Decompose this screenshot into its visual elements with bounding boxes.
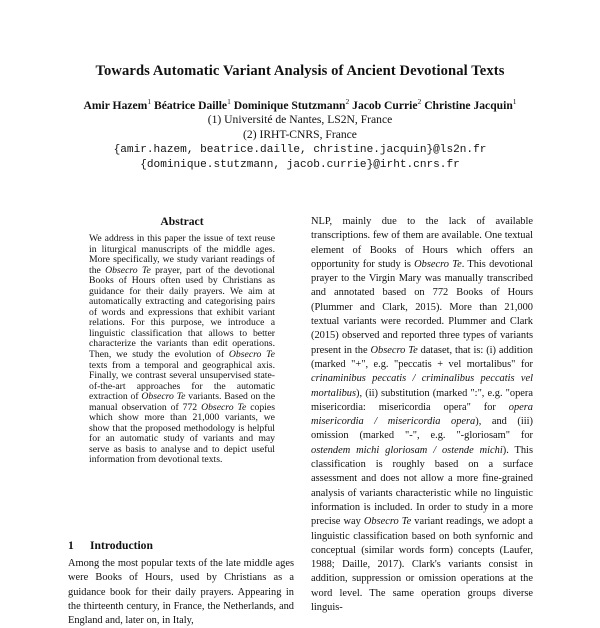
right-column-text	[311, 215, 533, 615]
abstract-emphasis: Obsecro Te	[201, 401, 247, 413]
body-emphasis: Obsecro Te	[370, 344, 418, 356]
author-name: Dominique Stutzmann	[233, 98, 346, 112]
body-text: . This devotional prayer to the Virgin Mary was manually transcribed and annotated based on 772 Books of Hours (Plummer and Clark, 2015). More than 21,000 textual variants were recorded. Plummer and Clark (2015) observed and reported three types of variants present in the	[311, 258, 533, 356]
abstract-text: copies which show more than 21,000 variants, we show that the proposed methodology is helpful for an automatic study of variants and may serve as basis to analyse and to depict useful information from devotional texts.	[89, 401, 276, 466]
section-heading	[68, 539, 153, 552]
abstract-text: prayer, part of the devotional Books of Hours often used by Christians as guidance for their daily prayers. We aim at automatically extracting and categorising pairs of words and expressions that exhibit variant relations. For this purpose, we introduce a linguistic classification that allows to better characterize the variants than edit operations. Then, we study the evolution of	[89, 264, 276, 361]
affiliation-mark: 1	[227, 97, 231, 106]
body-emphasis: crinaminibus peccatis / criminalibus peccatis vel mortalibus	[311, 373, 533, 399]
abstract-text: variants. Based on the manual observation of 772	[89, 391, 275, 413]
paper-title: Towards Automatic Variant Analysis of Ancient Devotional Texts	[95, 63, 505, 79]
affiliation-nantes: (1) Université de Nantes, LS2N, France	[207, 113, 393, 126]
abstract-text: texts from a temporal and geographical axis. Finally, we contrast several unsupervised state-of-the-art approaches for the automatic extraction of	[89, 359, 275, 403]
abstract-emphasis: Obsecro Te	[228, 349, 275, 361]
email-ls2n: {amir.hazem, beatrice.daille, christine.jacquin}@ls2n.fr	[113, 144, 487, 156]
affiliation-mark: 2	[417, 97, 422, 106]
section-title: Introduction	[90, 539, 153, 552]
abstract-emphasis: Obsecro Te	[105, 264, 151, 276]
author-name: Jacob Currie	[352, 98, 418, 112]
body-text: ), (ii) substitution (marked ":", e.g. "opera misericordia: misericordia opera" for	[311, 387, 533, 413]
author-name: Amir Hazem	[83, 98, 148, 112]
abstract-body	[89, 234, 275, 466]
author-list	[0, 97, 600, 112]
body-emphasis: Obsecro Te	[414, 258, 462, 270]
abstract-heading: Abstract	[160, 215, 204, 228]
introduction-text: Among the most popular texts of the late middle ages were Books of Hours, used by Christians as a guidance book for their daily prayers. Appearing in the thirteenth century, in France, the Netherlands, and England and, later on, in Italy,	[68, 558, 294, 627]
body-text: dataset, that is: (i) addition (marked "+", e.g. "peccatis + vel mortalibus" for	[311, 344, 533, 370]
section-number: 1	[68, 539, 74, 552]
body-emphasis: opera misericordia / misericordia opera	[311, 401, 533, 428]
body-text: ). This classification is roughly based on a surface assessment and does not allow a more fine-grained analysis of variants characteristic while no linguistic information is included. In order to study in a more precise way	[311, 444, 533, 528]
abstract-text: We address in this paper the issue of text reuse in liturgical manuscripts of the middle ages. More specifically, we study variant readings of the	[89, 233, 275, 276]
body-text: NLP, mainly due to the lack of available transcriptions. few of them are available. One textual element of Books of Hours which offers an opportunity for study is	[311, 216, 533, 270]
affiliation-mark: 2	[345, 97, 350, 106]
body-emphasis: Obsecro Te	[363, 516, 412, 528]
affiliation-irht: (2) IRHT-CNRS, France	[243, 128, 357, 141]
affiliation-mark: 1	[147, 97, 152, 106]
email-irht: {dominique.stutzmann, jacob.currie}@irht.cnrs.fr	[140, 159, 460, 171]
author-name: Christine Jacquin	[424, 98, 513, 112]
author-name: Béatrice Daille	[153, 98, 228, 112]
body-text: ), and (iii) omission (marked "-", e.g. "-gloriosam" for	[311, 416, 534, 442]
abstract-emphasis: Obsecro Te	[141, 391, 186, 403]
affiliation-mark: 1	[512, 97, 517, 106]
body-emphasis: ostendem michi gloriosam / ostende michi	[311, 444, 503, 456]
body-text: variant readings, we adopt a linguistic classification based on both synfornic and conceptual (similar words form) concepts (Laufer, 1988; Daille, 2017). Clark's variants consist in addition, suppression or omission operations at the word level. The same operation groups diverse linguis-	[311, 516, 533, 614]
